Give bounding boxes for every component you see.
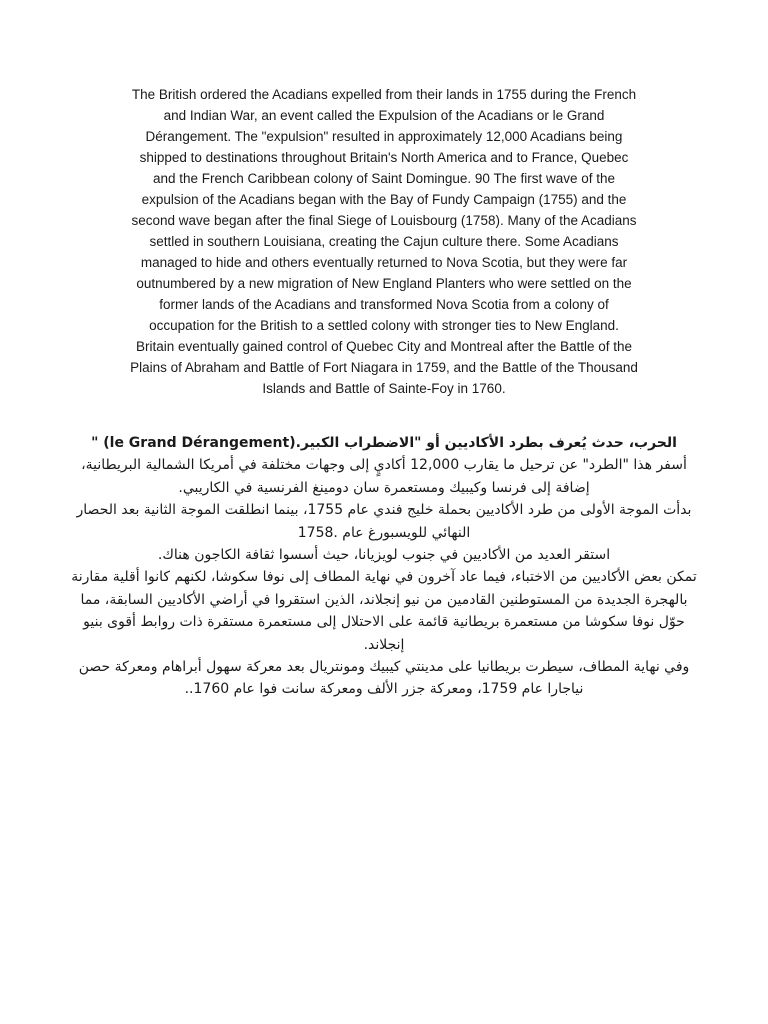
text-line: The British ordered the Acadians expelled from their lands in 1755 during the French bbox=[131, 87, 637, 102]
text-line: Plains of Abraham and Battle of Fort Niagara in 1759, and the Battle of the Thousand bbox=[130, 360, 638, 375]
text-line: managed to hide and others eventually returned to Nova Scotia, but they were far bbox=[140, 255, 628, 270]
text-line: النهائي للويسبورغ عام .1758 bbox=[297, 524, 471, 541]
text-line: تمكن بعض الأكاديين من الاختباء، فيما عاد آخرون في نهاية المطاف إلى نوفا سكوشا، لكنهم كانوا أقلية مقارنة bbox=[71, 569, 697, 586]
text-line: بدأت الموجة الأولى من طرد الأكاديين بحملة خليج فندي عام 1755، بينما انطلقت الموجة الثانية بعد الحصار bbox=[76, 502, 692, 519]
text-line: expulsion of the Acadians began with the Bay of Fundy Campaign (1755) and the bbox=[141, 192, 627, 207]
arabic-heading: الحرب، حدث يُعرف بطرد الأكاديين أو "الاضطراب الكبير.(le Grand Dérangement) " bbox=[91, 435, 677, 451]
text-line: shipped to destinations throughout Britain's North America and to France, Quebec bbox=[139, 150, 629, 165]
text-line: Islands and Battle of Sainte-Foy in 1760. bbox=[262, 381, 506, 396]
text-line: وفي نهاية المطاف، سيطرت بريطانيا على مدينتي كيبيك ومونتريال بعد معركة سهول أبراهام ومعركة حصن bbox=[78, 659, 690, 676]
text-line: and the French Caribbean colony of Saint Domingue. 90 The first wave of the bbox=[152, 171, 616, 186]
arabic-paragraph bbox=[0, 454, 768, 700]
text-line: former lands of the Acadians and transformed Nova Scotia from a colony of bbox=[159, 297, 609, 312]
text-line: إنجلاند. bbox=[363, 636, 405, 653]
text-line: بالهجرة الجديدة من المستوطنين القادمين من نيو إنجلاند، الذين استقروا في أراضي الأكاديين السابقة، مما bbox=[80, 591, 688, 608]
english-paragraph bbox=[0, 84, 768, 399]
text-line: نياجارا عام 1759، ومعركة جزر الألف ومعركة سانت فوا عام 1760.. bbox=[184, 681, 584, 698]
text-line: إضافة إلى فرنسا وكيبيك ومستعمرة سان دومينغ الفرنسية في الكاريبي. bbox=[178, 479, 590, 496]
arabic-section bbox=[0, 432, 768, 701]
text-line: أسفر هذا "الطرد" عن ترحيل ما يقارب 12,000 أكاديٍ إلى وجهات مختلفة في أمريكا الشمالية البريطانية، bbox=[81, 457, 687, 474]
text-line: second wave began after the final Siege of Louisbourg (1758). Many of the Acadians bbox=[131, 213, 637, 228]
text-line: Dérangement. The "expulsion" resulted in approximately 12,000 Acadians being bbox=[145, 129, 623, 144]
text-line: حوّل نوفا سكوشا من مستعمرة بريطانية قائمة على الاحتلال إلى مستعمرة مستقرة ذات روابط أقوى بنيو bbox=[83, 614, 685, 631]
text-line: occupation for the British to a settled colony with stronger ties to New England. bbox=[149, 318, 619, 333]
text-line: استقر العديد من الأكاديين في جنوب لويزيانا، حيث أسسوا ثقافة الكاجون هناك. bbox=[157, 547, 611, 564]
text-line: and Indian War, an event called the Expulsion of the Acadians or le Grand bbox=[163, 108, 605, 123]
text-line: settled in southern Louisiana, creating the Cajun culture there. Some Acadians bbox=[149, 234, 619, 249]
text-line: Britain eventually gained control of Quebec City and Montreal after the Battle of the bbox=[135, 339, 633, 354]
text-line: outnumbered by a new migration of New England Planters who were settled on the bbox=[136, 276, 632, 291]
